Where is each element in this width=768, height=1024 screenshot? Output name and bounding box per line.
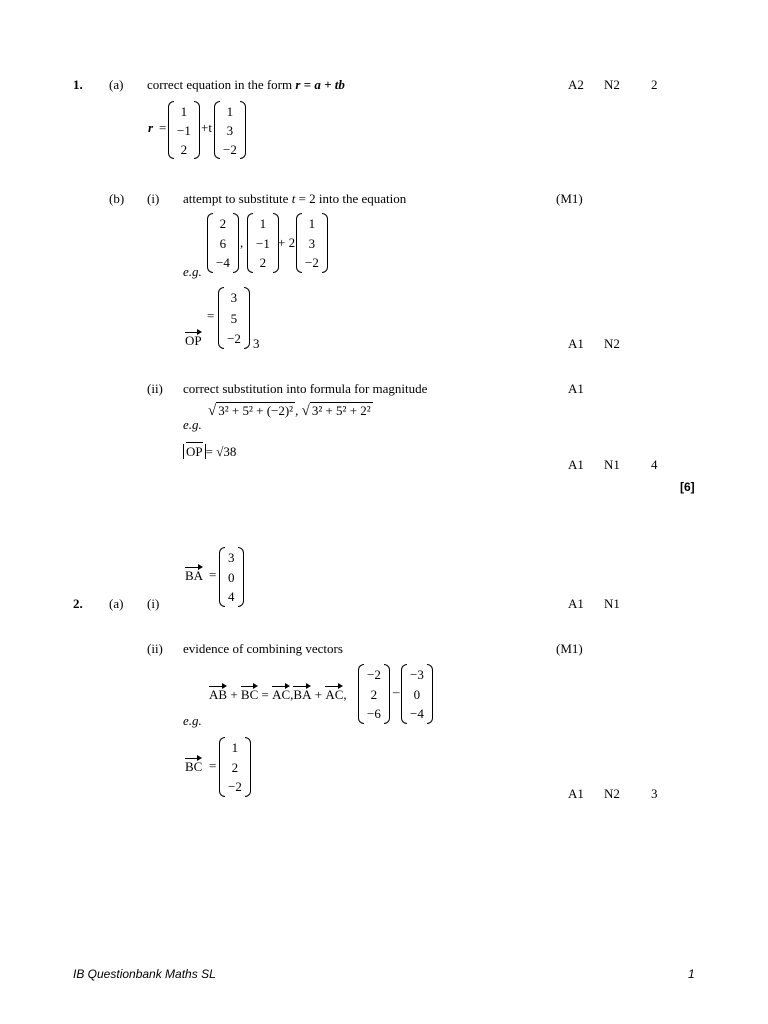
op-magnitude [183,444,206,459]
q2ai-mark-2: N1 [604,596,620,611]
q2aii-mark-3: 3 [651,786,658,801]
vec-entry: 2 [219,216,227,231]
vec-entry: 3 [230,290,238,305]
vec-entry: 2 [180,142,188,157]
sqrt-expr-1-text: 3² + 5² + (−2)² [218,403,294,418]
q1bii-label: (ii) [147,381,163,396]
q2aii-vector-1 [358,664,390,724]
sqrt-expr-2-text: 3² + 5² + 2² [311,403,371,418]
q2a-label: (a) [109,596,124,611]
q2aii-label: (ii) [147,641,163,656]
q2aii-mark: (M1) [556,641,583,656]
q2aii-mark-2: N2 [604,786,620,801]
vec-entry: −1 [177,123,191,138]
vec-entry: −2 [228,779,242,794]
q2ai-equals: = [209,567,217,582]
q1a-vector-1 [168,101,200,159]
vec-entry: 1 [180,104,188,119]
q1bi-vector-3 [296,213,328,273]
vec-entry: 2 [370,686,378,702]
q1-total-marks: [6] [680,480,695,494]
q1bi-op-equals: = [207,308,215,323]
vec-entry: −1 [256,235,270,251]
vec-entry: −2 [227,331,241,346]
vec-entry: 4 [228,589,235,604]
bc-vector-label-text: BC [185,756,202,775]
sqrt-expr-2: √ 3² + 5² + 2² [301,403,371,419]
vec-entry: 1 [308,216,316,231]
q1bi-text [183,191,406,207]
vec-entry: −6 [367,706,381,721]
q1b-label: (b) [109,191,125,206]
q1a-vector-2 [214,101,246,159]
comma: , [290,687,294,702]
op-magnitude-text: OP [186,444,203,459]
vec-entry: 2 [259,255,267,270]
q1bii-mark-2: N1 [604,457,620,472]
vec-entry: 1 [259,216,267,231]
q2aii-bc-label [185,756,202,775]
comma: , [343,687,347,702]
ba-vector-text: BA [293,684,311,703]
vec-entry: 2 [231,759,239,775]
q2aii-vector-expression [209,684,347,703]
q1bi-op-vector [218,287,250,349]
vec-entry: 3 [228,550,235,565]
q1a-text [147,77,345,93]
q2aii-text: evidence of combining vectors [183,641,343,656]
q1bi-mark-2: N2 [604,336,620,351]
q2aii-minus: – [393,684,400,699]
ac-vector-text: AC [272,684,290,703]
vec-entry: −4 [216,255,230,270]
vec-entry: 3 [308,235,316,251]
q1a-plus-t [201,120,212,136]
q1bi-vector-1 [207,213,239,273]
q1bi-mark: (M1) [556,191,583,206]
plus-sign: + [230,687,238,702]
bc-vector-text: BC [241,684,258,703]
op-vector-text: OP [185,330,202,349]
q1bi-vector-2 [247,213,279,273]
q2aii-bc-equals: = [209,758,217,773]
vec-entry: −3 [410,667,424,682]
q2ai-label: (i) [147,596,160,611]
vec-entry: 5 [230,310,238,326]
q2aii-vector-2 [401,664,433,724]
q1bii-result [183,444,236,460]
q1bii-eg: e.g. [183,417,202,432]
q1bi-op-sub: 3 [253,336,260,351]
q2aii-mark-1: A1 [568,786,584,801]
q1bii-expression [208,403,373,420]
q1bii-text: correct substitution into formula for magnitude [183,381,428,396]
vec-entry: 3 [226,123,234,138]
vec-entry: 1 [231,740,239,755]
q2aii-eg: e.g. [183,713,202,728]
q1a-text-pre: correct equation in the form [147,77,296,92]
q1-number: 1. [73,77,83,92]
q1a-mark-1: A2 [568,77,584,92]
footer-source: IB Questionbank Maths SL [73,967,216,981]
vec-entry: −2 [305,255,319,270]
q1a-mark-2: N2 [604,77,620,92]
q1a-text-form: r = a + tb [295,77,345,92]
q1bii-comma: , [295,403,302,418]
q1bi-comma: , [240,235,244,250]
q1bii-result-rhs: = √38 [205,444,237,459]
vec-entry: −2 [223,142,237,157]
vec-entry: −4 [410,706,424,721]
q2-number: 2. [73,596,83,611]
vec-entry: 6 [219,235,227,251]
q2ai-ba-vector [219,547,244,607]
q1bii-mark: A1 [568,381,584,396]
plus-sign: + [314,687,323,702]
ba-vector-text: BA [185,565,203,584]
q1a-label: (a) [109,77,124,92]
q1bii-mark-1: A1 [568,457,584,472]
ab-vector-text: AB [209,684,227,703]
plus-t-text: +t [201,120,212,135]
vec-entry: −2 [367,667,381,682]
q1a-equals: = [159,120,167,135]
sqrt-expr-1: √ 3² + 5² + (−2)² [208,403,294,419]
q1bii-mark-3: 4 [651,457,658,472]
q1bi-text-pre: attempt to substitute [183,191,292,206]
q1a-r-symbol: r [148,120,154,135]
q2ai-ba-label [185,565,203,584]
q1bi-plus-2: + 2 [278,235,296,250]
vec-entry: 0 [228,569,235,585]
q1bi-text-post: = 2 into the equation [295,191,407,206]
q1bi-eg: e.g. [183,264,202,279]
q2aii-bc-vector [219,737,251,797]
q1a-mark-3: 2 [651,77,658,92]
equals-sign: = [261,687,269,702]
q1bi-op-label [185,330,202,349]
q1bi-text-t: t [291,191,296,206]
footer-page-number: 1 [688,967,695,981]
ac-vector-text: AC [325,684,343,703]
q1bi-label: (i) [147,191,160,206]
q1bi-mark-1: A1 [568,336,584,351]
vec-entry: 1 [226,104,234,119]
q2ai-mark-1: A1 [568,596,584,611]
vec-entry: 0 [413,686,421,702]
